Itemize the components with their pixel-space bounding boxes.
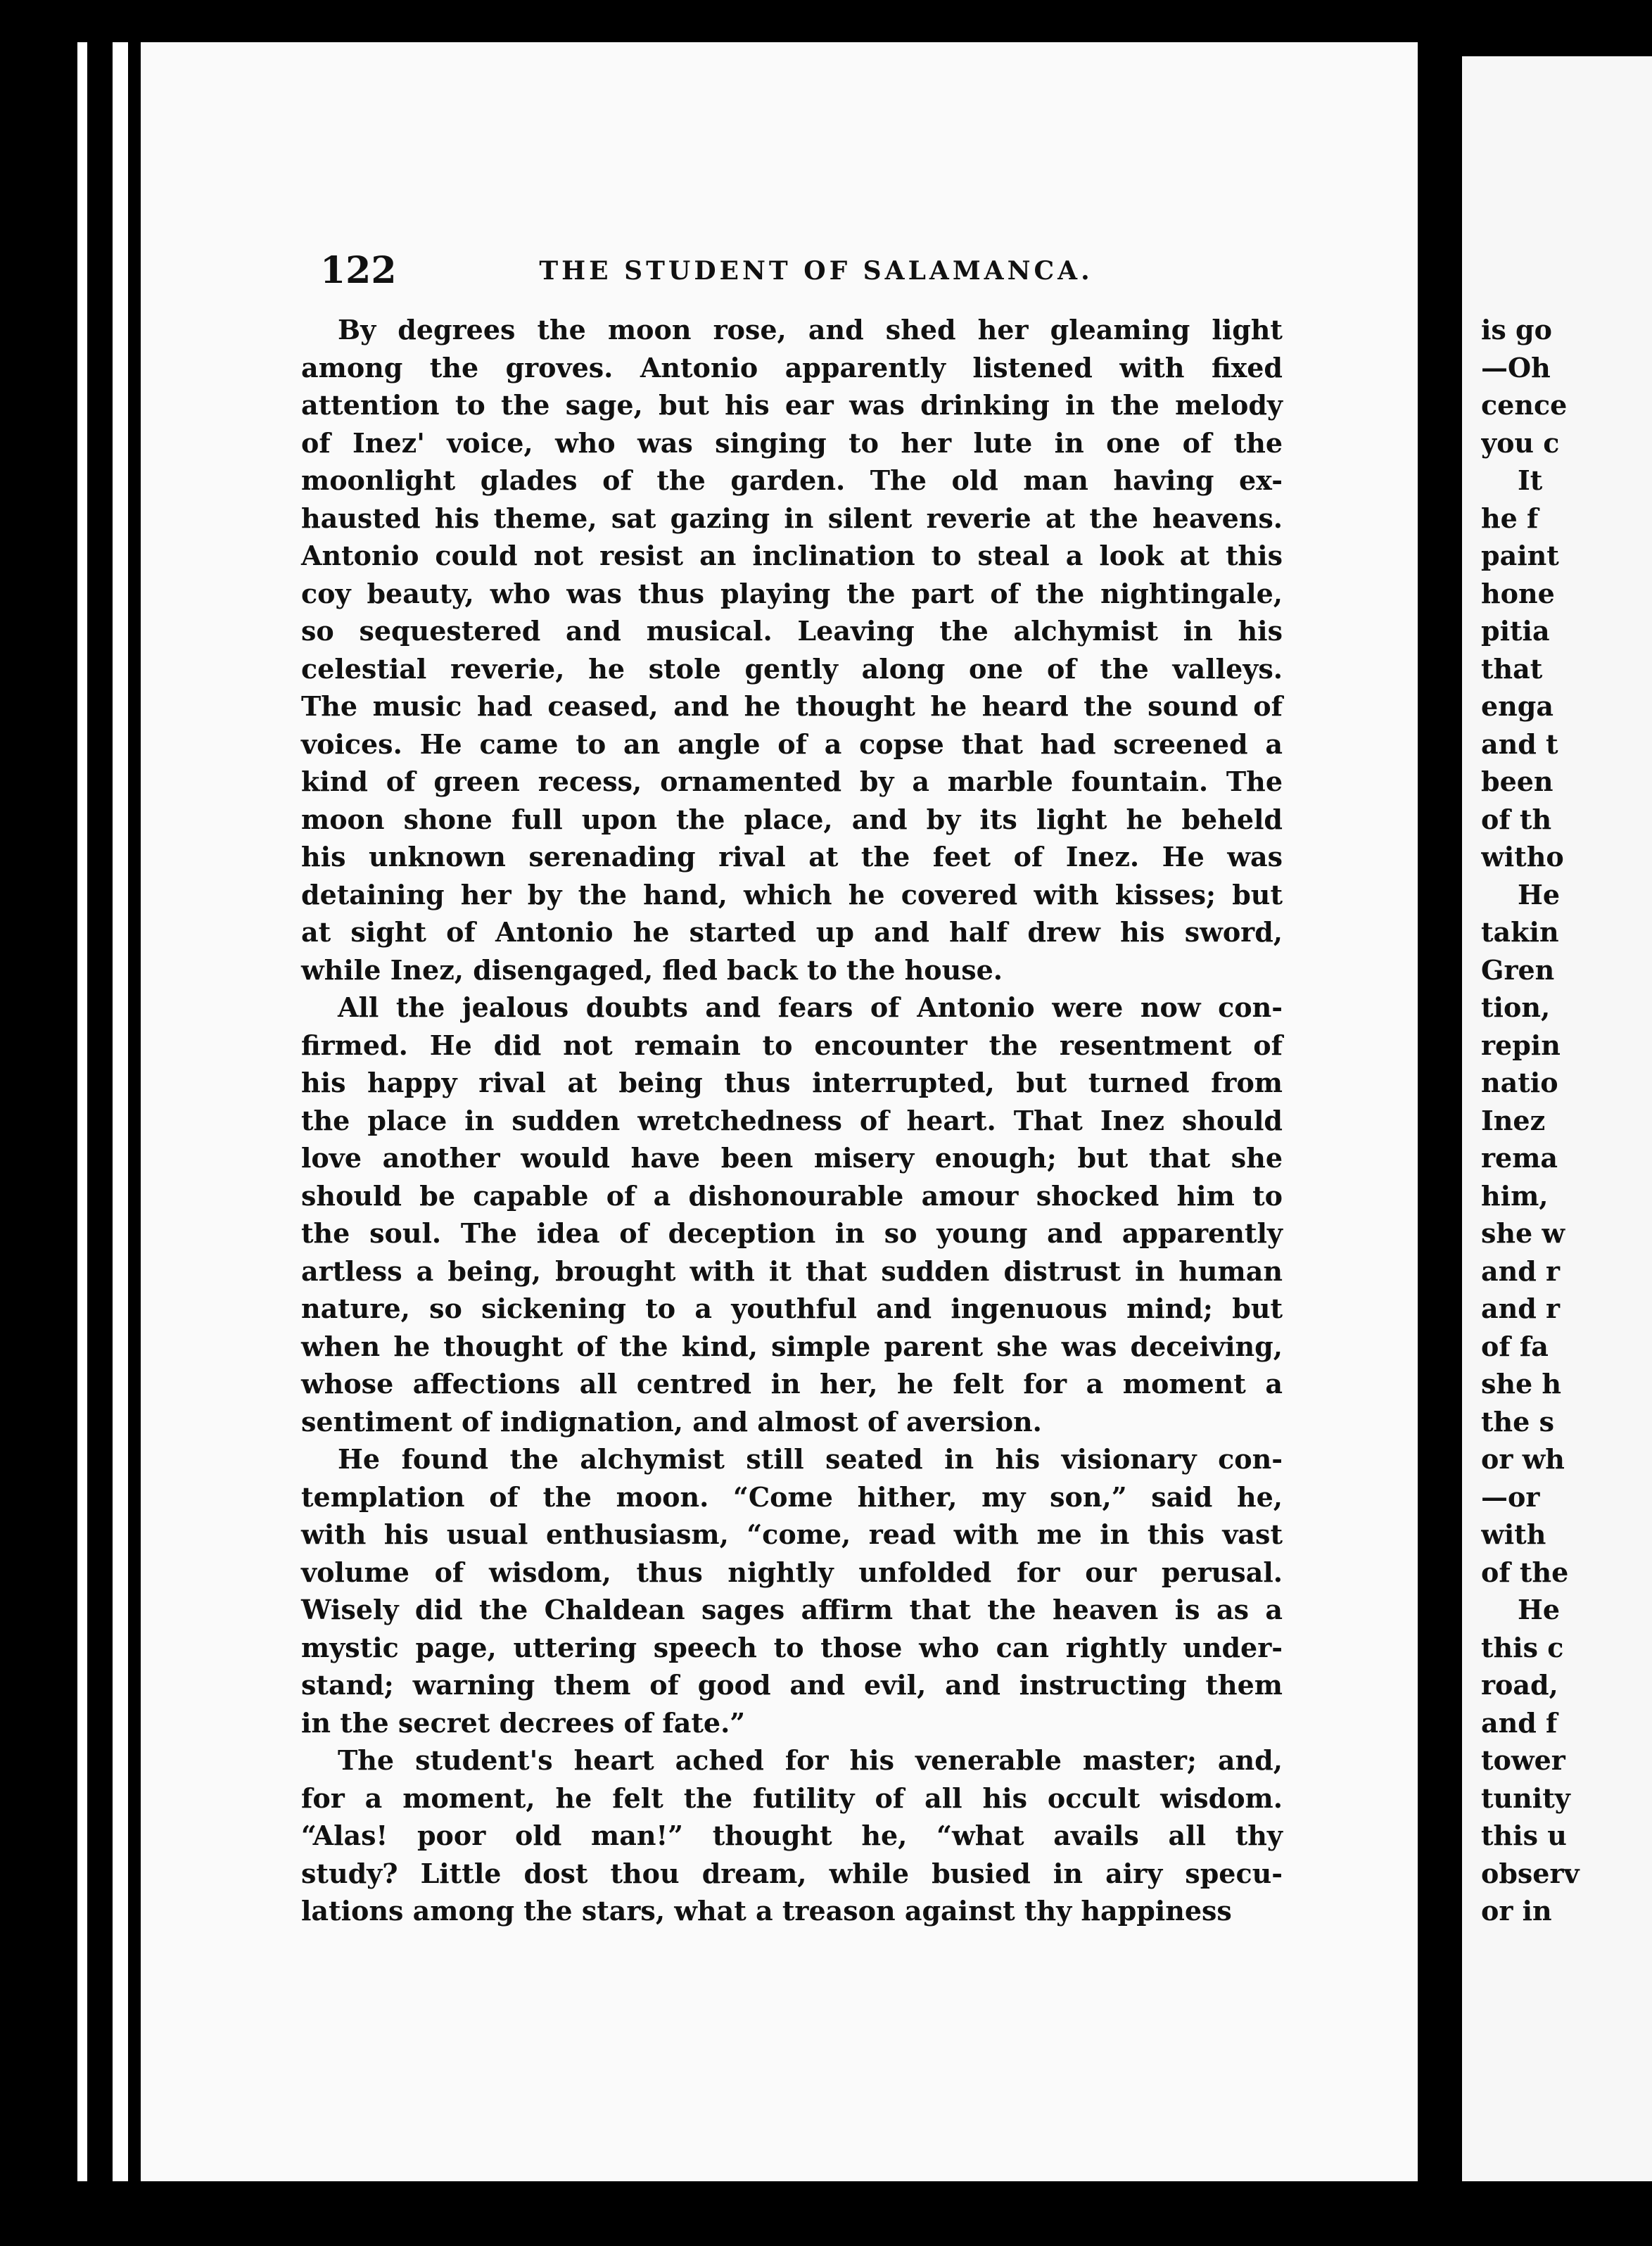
facing-text-line: observ (1481, 1857, 1580, 1889)
facing-text-line: tower (1481, 1744, 1565, 1776)
running-title: THE STUDENT OF SALAMANCA. (539, 256, 1093, 286)
text-line: at sight of Antonio he started up and half drew his sword, (301, 916, 1283, 948)
facing-text-line: and f (1481, 1706, 1558, 1739)
text-line: Wisely did the Chaldean sages affirm that the heaven is as a (301, 1594, 1283, 1625)
facing-text-line: and r (1481, 1293, 1561, 1324)
facing-text-line: hone (1481, 577, 1555, 609)
text-line: while Inez, disengaged, fled back to the house. (301, 953, 1003, 986)
text-line: of Inez' voice, who was singing to her lute in one of the (301, 426, 1283, 459)
text-line: The student's heart ached for his venerable master; and, (338, 1744, 1283, 1776)
facing-text-line: —Oh (1481, 351, 1551, 383)
facing-text-line: —or (1481, 1480, 1540, 1513)
facing-text-line: Inez (1481, 1104, 1546, 1136)
paragraph (301, 1741, 1283, 1930)
text-line: hausted his theme, sat gazing in silent reverie at the heavens. (301, 502, 1283, 534)
text-line: Antonio could not resist an inclination to steal a look at this (301, 540, 1283, 571)
facing-text-line: repin (1481, 1029, 1561, 1061)
text-line: the place in sudden wretchedness of heart. That Inez should (301, 1104, 1283, 1136)
text-line: coy beauty, who was thus playing the part of the nightingale, (301, 577, 1283, 609)
body-text (301, 311, 1283, 1930)
facing-text-line: He (1518, 878, 1561, 911)
facing-page-text (1481, 311, 1652, 1930)
facing-text-line: witho (1481, 841, 1564, 873)
page-number: 122 (320, 249, 397, 292)
text-line: in the secret decrees of fate.” (301, 1706, 746, 1739)
facing-text-line: he f (1481, 502, 1539, 534)
text-line: firmed. He did not remain to encounter the resentment of (301, 1029, 1283, 1061)
facing-text-line: she h (1481, 1368, 1562, 1400)
text-line: volume of wisdom, thus nightly unfolded for our perusal. (301, 1556, 1283, 1588)
facing-text-line: paint (1481, 540, 1559, 571)
facing-text-line: enga (1481, 690, 1553, 722)
facing-text-line: him, (1481, 1179, 1549, 1212)
facing-text-line: this u (1481, 1820, 1567, 1851)
text-line: templation of the moon. “Come hither, my son,” said he, (301, 1480, 1283, 1513)
facing-text-line: of the (1481, 1556, 1569, 1588)
text-line: love another would have been misery enough; but that she (301, 1142, 1283, 1174)
text-line: nature, so sickening to a youthful and ingenuous mind; but (301, 1293, 1283, 1324)
text-line: his happy rival at being thus interrupted, but turned from (301, 1067, 1283, 1098)
facing-text-line: Gren (1481, 953, 1555, 986)
text-line: so sequestered and musical. Leaving the alchymist in his (301, 615, 1283, 647)
text-line: celestial reverie, he stole gently along one of the valleys. (301, 652, 1283, 685)
paragraph (301, 311, 1283, 989)
text-line: should be capable of a dishonourable amour shocked him to (301, 1179, 1283, 1212)
text-line: artless a being, brought with it that sudden distrust in human (301, 1255, 1283, 1287)
facing-text-line: It (1518, 464, 1543, 496)
facing-text-line: or in (1481, 1895, 1552, 1927)
text-line: with his usual enthusiasm, “come, read with me in this vast (301, 1518, 1283, 1550)
facing-text-line: and t (1481, 728, 1558, 760)
facing-text-line: you c (1481, 426, 1560, 459)
facing-text-line: cence (1481, 389, 1568, 421)
text-line: whose affections all centred in her, he felt for a moment a (301, 1368, 1283, 1400)
scan-border (0, 2181, 1652, 2246)
text-line: stand; warning them of good and evil, and instructing them (301, 1669, 1283, 1701)
facing-text-line: pitia (1481, 615, 1550, 647)
text-line: for a moment, he felt the futility of all his occult wisdom. (301, 1782, 1283, 1814)
text-line: By degrees the moon rose, and shed her gleaming light (338, 314, 1283, 345)
text-line: attention to the sage, but his ear was drinking in the melody (301, 389, 1283, 421)
text-line: the soul. The idea of deception in so young and apparently (301, 1217, 1283, 1249)
text-line: his unknown serenading rival at the feet of Inez. He was (301, 841, 1283, 873)
text-line: moonlight glades of the garden. The old man having ex- (301, 464, 1283, 496)
paragraph (301, 1440, 1283, 1741)
facing-text-line: that (1481, 652, 1543, 685)
facing-text-line: of th (1481, 803, 1552, 835)
binding-edge (77, 42, 87, 2195)
facing-text-line: natio (1481, 1067, 1558, 1098)
text-line: when he thought of the kind, simple parent she was deceiving, (301, 1330, 1283, 1362)
facing-text-line: and r (1481, 1255, 1561, 1287)
text-line: All the jealous doubts and fears of Antonio were now con- (338, 991, 1283, 1023)
text-line: The music had ceased, and he thought he heard the sound of (301, 690, 1283, 722)
page-gutter (1427, 42, 1462, 2218)
facing-text-line: or wh (1481, 1443, 1565, 1475)
text-line: lations among the stars, what a treason against thy happiness (301, 1895, 1232, 1927)
facing-text-line: she w (1481, 1217, 1565, 1249)
facing-text-line: tion, (1481, 991, 1551, 1023)
facing-text-line: of fa (1481, 1330, 1549, 1362)
text-line: sentiment of indignation, and almost of aversion. (301, 1405, 1042, 1438)
facing-text-line: the s (1481, 1405, 1554, 1438)
text-line: moon shone full upon the place, and by its light he beheld (301, 803, 1283, 835)
text-line: voices. He came to an angle of a copse that had screened a (301, 728, 1283, 760)
facing-text-line: is go (1481, 314, 1552, 345)
facing-text-line: with (1481, 1518, 1546, 1550)
text-line: mystic page, uttering speech to those who can rightly under- (301, 1631, 1283, 1663)
text-line: “Alas! poor old man!” thought he, “what avails all thy (301, 1820, 1283, 1851)
binding-edge (113, 42, 128, 2195)
paragraph (301, 989, 1283, 1440)
facing-text-line: this c (1481, 1631, 1564, 1663)
text-line: He found the alchymist still seated in his visionary con- (338, 1443, 1283, 1475)
facing-text-line: rema (1481, 1142, 1558, 1174)
facing-text-line: road, (1481, 1669, 1558, 1701)
facing-text-line: takin (1481, 916, 1559, 948)
text-line: detaining her by the hand, which he covered with kisses; but (301, 878, 1283, 911)
facing-text-line: been (1481, 766, 1553, 797)
text-line: kind of green recess, ornamented by a marble fountain. The (301, 766, 1283, 797)
text-line: study? Little dost thou dream, while busied in airy specu- (301, 1857, 1283, 1889)
facing-text-line: He (1518, 1594, 1561, 1625)
text-line: among the groves. Antonio apparently listened with fixed (301, 351, 1283, 383)
facing-text-line: tunity (1481, 1782, 1570, 1814)
